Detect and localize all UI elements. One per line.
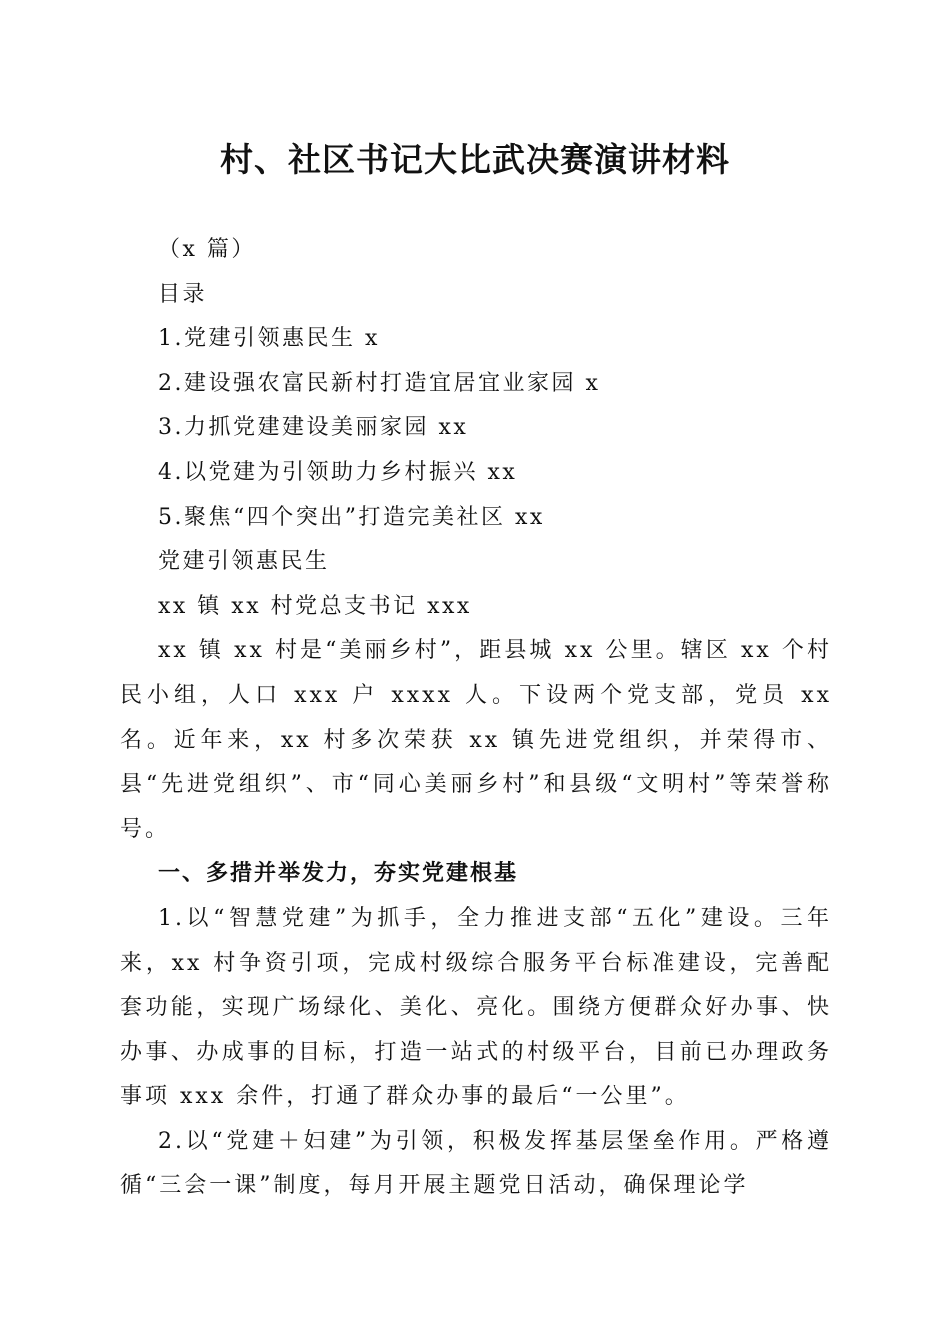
intro-paragraph: xx 镇 xx 村是“美丽乡村”，距县城 xx 公里。辖区 xx 个村民小组，人口 xxx 户 xxxx 人。下设两个党支部，党员 xx 名。近年来，xx 村多次荣获 xx 镇先进党组织，并荣得市、县“先进党组织”、市“同心美丽乡村”和县级“文明村”等荣誉称号。: [120, 638, 832, 842]
section-heading: 一、多措并举发力，夯实党建根基: [158, 861, 519, 887]
toc-item: 3.力抓党建建设美丽家园 xx: [158, 415, 469, 441]
toc-item: 4.以党建为引领助力乡村振兴 xx: [158, 459, 518, 485]
article-author: xx 镇 xx 村党总支书记 xxx: [158, 593, 472, 619]
document-body: [120, 228, 832, 1209]
body-paragraph: 2.以“党建＋妇建”为引领，积极发挥基层堡垒作用。严格遵循“三会一课”制度，每月开展主题党日活动，确保理论学: [120, 1128, 832, 1199]
article-title: 党建引领惠民生: [158, 549, 330, 575]
toc-label: 目录: [158, 281, 208, 307]
toc-item: 5.聚焦“四个突出”打造完美社区 xx: [158, 504, 545, 530]
document-subtitle: （x 篇）: [158, 237, 256, 262]
toc-item: 2.建设强农富民新村打造宜居宜业家园 x: [158, 370, 601, 396]
document-title: 村、社区书记大比武决赛演讲材料: [220, 140, 730, 179]
body-paragraph: 1.以“智慧党建”为抓手，全力推进支部“五化”建设。三年来，xx 村争资引项，完成村级综合服务平台标准建设，完善配套功能，实现广场绿化、美化、亮化。围绕方便群众好办事、快办事、办成事的目标，打造一站式的村级平台，目前已办理政务事项 xxx 余件，打通了群众办事的最后“一公里”。: [120, 905, 832, 1110]
toc-item: 1.党建引领惠民生 x: [158, 326, 380, 352]
